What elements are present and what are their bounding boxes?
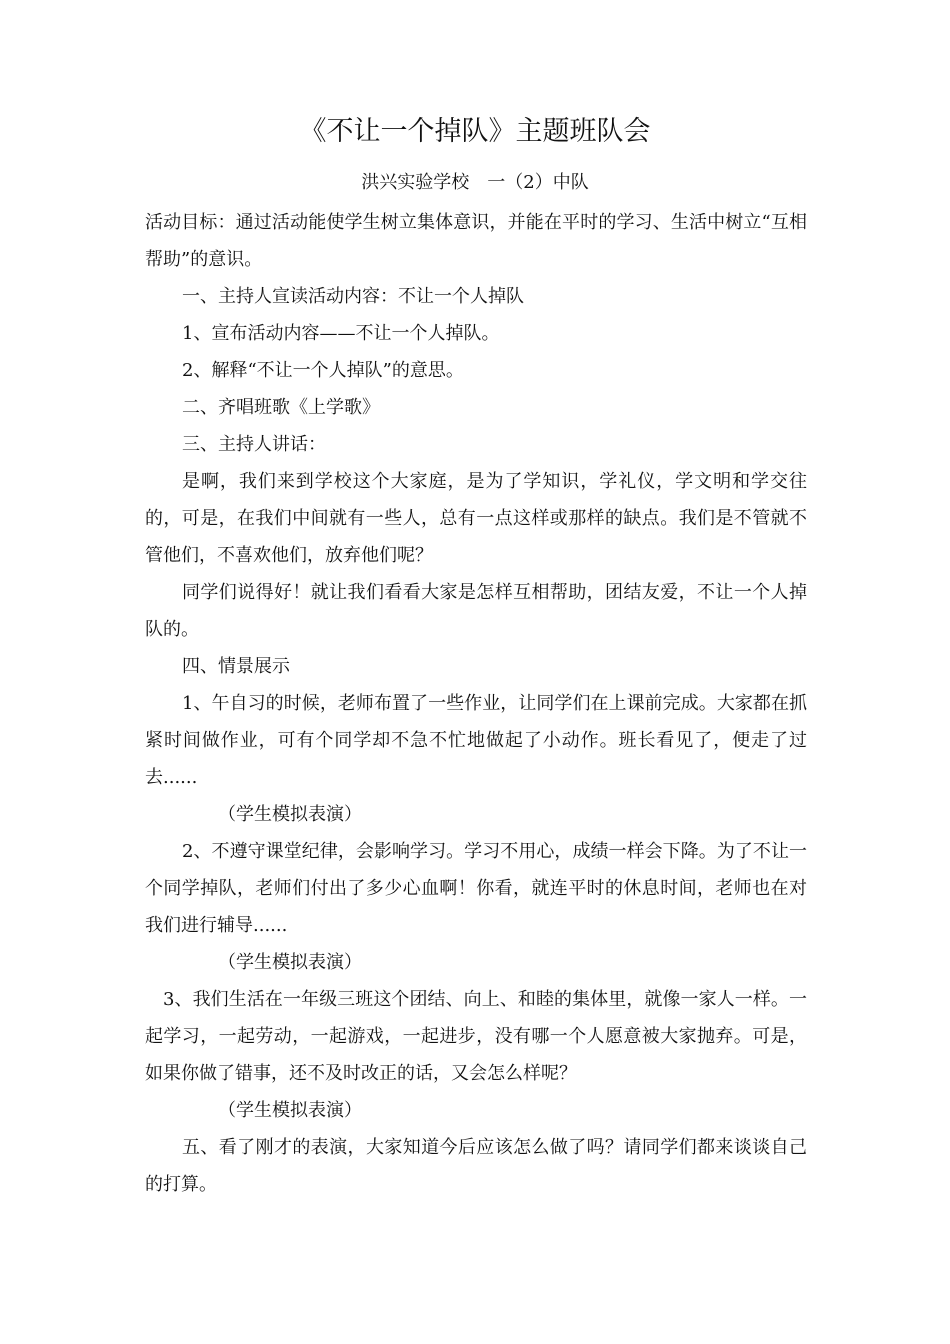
activity-goal: 活动目标：通过活动能使学生树立集体意识，并能在平时的学习、生活中树立“互相帮助”的意识。 — [145, 212, 807, 270]
performance-note: （学生模拟表演） — [218, 952, 362, 973]
scene-paragraph: 3、我们生活在一年级三班这个团结、向上、和睦的集体里，就像一家人一样。一起学习，一起劳动，一起游戏，一起进步，没有哪一个人愿意被大家抛弃。可是，如果你做了错事，还不及时改正的话，又会怎么样呢？ — [145, 989, 807, 1084]
paragraph: 同学们说得好！就让我们看看大家是怎样互相帮助，团结友爱，不让一个人掉队的。 — [145, 582, 807, 640]
list-item: 2、解释“不让一个人掉队”的意思。 — [182, 360, 464, 381]
section-heading: 三、主持人讲话： — [182, 434, 326, 455]
section-heading: 一、主持人宣读活动内容：不让一个人掉队 — [182, 286, 524, 307]
paragraph: 是啊，我们来到学校这个大家庭，是为了学知识，学礼仪，学文明和学交往的，可是，在我们中间就有一些人，总有一点这样或那样的缺点。我们是不管就不管他们，不喜欢他们，放弃他们呢？ — [145, 471, 807, 566]
document-title: 《不让一个掉队》主题班队会 — [299, 116, 651, 147]
section-heading: 二、齐唱班歌《上学歌》 — [182, 397, 380, 418]
document-body — [145, 204, 807, 1203]
performance-note: （学生模拟表演） — [218, 804, 362, 825]
section-heading: 五、看了刚才的表演，大家知道今后应该怎么做了吗？请同学们都来谈谈自己的打算。 — [145, 1137, 807, 1195]
scene-paragraph: 2、不遵守课堂纪律，会影响学习。学习不用心，成绩一样会下降。为了不让一个同学掉队，老师们付出了多少心血啊！你看，就连平时的休息时间，老师也在对我们进行辅导...... — [145, 841, 807, 936]
section-heading: 四、情景展示 — [182, 656, 290, 677]
list-item: 1、宣布活动内容——不让一个人掉队。 — [182, 323, 500, 344]
scene-paragraph: 1、午自习的时候，老师布置了一些作业，让同学们在上课前完成。大家都在抓紧时间做作业，可有个同学却不急不忙地做起了小动作。班长看见了，便走了过去...... — [145, 693, 807, 788]
performance-note: （学生模拟表演） — [218, 1100, 362, 1121]
document-subtitle: 洪兴实验学校 一（2）中队 — [361, 172, 589, 193]
